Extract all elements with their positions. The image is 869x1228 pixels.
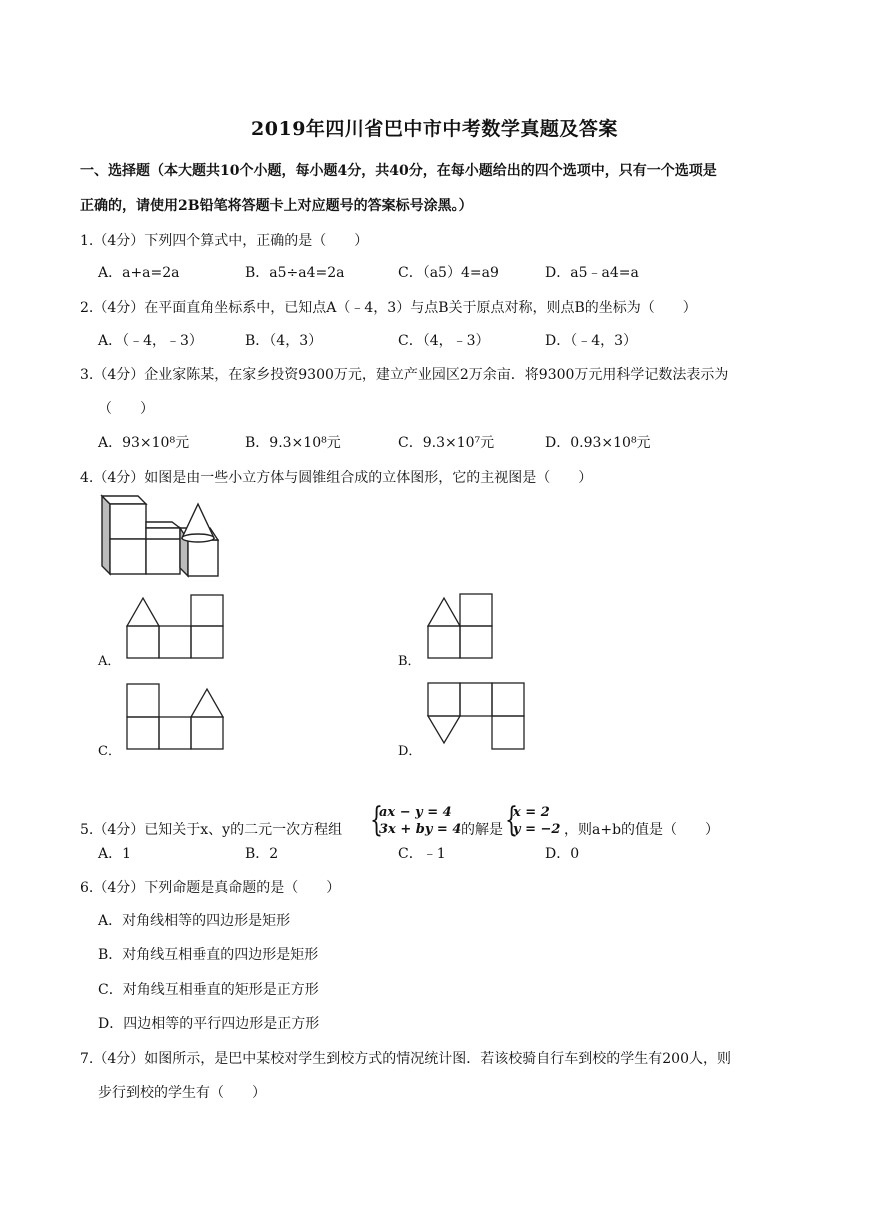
q3-stem-line1: 3.（4分）企业家陈某，在家乡投资9300万元，建立产业园区2万余亩．将9300万元用科学记数法表示为 [80,367,729,383]
q3-stem-line2: （ ） [98,401,154,417]
q4-option-c-figure [126,684,226,752]
q3-option-d: D．0.93×10⁸元 [545,435,651,451]
q5-stem-pre: 5.（4分）已知关于x、y的二元一次方程组 [80,822,343,838]
q4-option-b-figure [427,594,497,662]
q3-option-c: C．9.3×10⁷元 [398,435,495,451]
q5-eq2: 3x + by = 4 [379,822,462,837]
q5-option-c: C．﹣1 [398,846,446,862]
q6-option-c: C．对角线互相垂直的矩形是正方形 [98,982,319,998]
q1-option-a: A．a+a=2a [98,265,180,281]
q5-option-a: A．1 [98,846,132,862]
q4-option-b-label: B． [398,654,421,669]
q7-stem-line2: 步行到校的学生有（ ） [98,1085,266,1101]
q4-option-a-label: A． [98,654,121,669]
q3-option-b: B．9.3×10⁸元 [245,435,341,451]
q2-option-b: B．（4，3） [245,333,323,349]
q1-stem: 1.（4分）下列四个算式中，正确的是（ ） [80,233,369,249]
q1-option-d: D．a5﹣a4=a [545,265,639,281]
q4-option-c-label: C． [98,744,121,759]
q5-stem-post: ，则a+b的值是（ ） [564,822,720,838]
q5-sol2: y = −2 [513,822,561,837]
q1-option-b: B．a5÷a4=2a [245,265,345,281]
q2-option-c: C．（4，﹣3） [398,333,490,349]
q5-stem-mid: 的解是 [461,822,503,838]
q4-stem: 4.（4分）如图是由一些小立方体与圆锥组合成的立体图形，它的主视图是（ ） [80,470,593,486]
page-title: 2019年四川省巴中市中考数学真题及答案 [251,118,618,140]
q2-stem: 2.（4分）在平面直角坐标系中，已知点A（﹣4，3）与点B关于原点对称，则点B的坐标为（ ） [80,300,697,316]
q3-option-a: A．93×10⁸元 [98,435,190,451]
q5-sol1: x = 2 [513,805,550,820]
q4-option-d-label: D． [398,744,422,759]
q5-solution-brace: { [505,800,518,840]
q5-option-d: D．0 [545,846,580,862]
q4-solid-figure [100,492,224,578]
q6-stem: 6.（4分）下列命题是真命题的是（ ） [80,880,341,896]
q1-option-c: C．（a5）4=a9 [398,265,499,281]
q5-eq1: ax − y = 4 [379,805,452,820]
q2-option-a: A．（﹣4，﹣3） [98,333,203,349]
q4-option-a-figure [126,595,226,661]
q6-option-d: D．四边相等的平行四边形是正方形 [98,1016,320,1032]
section-heading-line1: 一、选择题（本大题共10个小题，每小题4分，共40分，在每小题给出的四个选项中，只有一个选项是 [80,163,717,179]
q4-option-d-figure [427,683,527,753]
q6-option-b: B．对角线互相垂直的四边形是矩形 [98,947,319,963]
q5-system-brace: { [370,800,383,840]
section-heading-line2: 正确的，请使用2B铅笔将答题卡上对应题号的答案标号涂黑。） [80,198,473,214]
q6-option-a: A．对角线相等的四边形是矩形 [98,913,291,929]
q7-stem-line1: 7.（4分）如图所示，是巴中某校对学生到校方式的情况统计图．若该校骑自行车到校的学生有200人，则 [80,1051,731,1067]
q5-option-b: B．2 [245,846,279,862]
q2-option-d: D．（﹣4，3） [545,333,638,349]
